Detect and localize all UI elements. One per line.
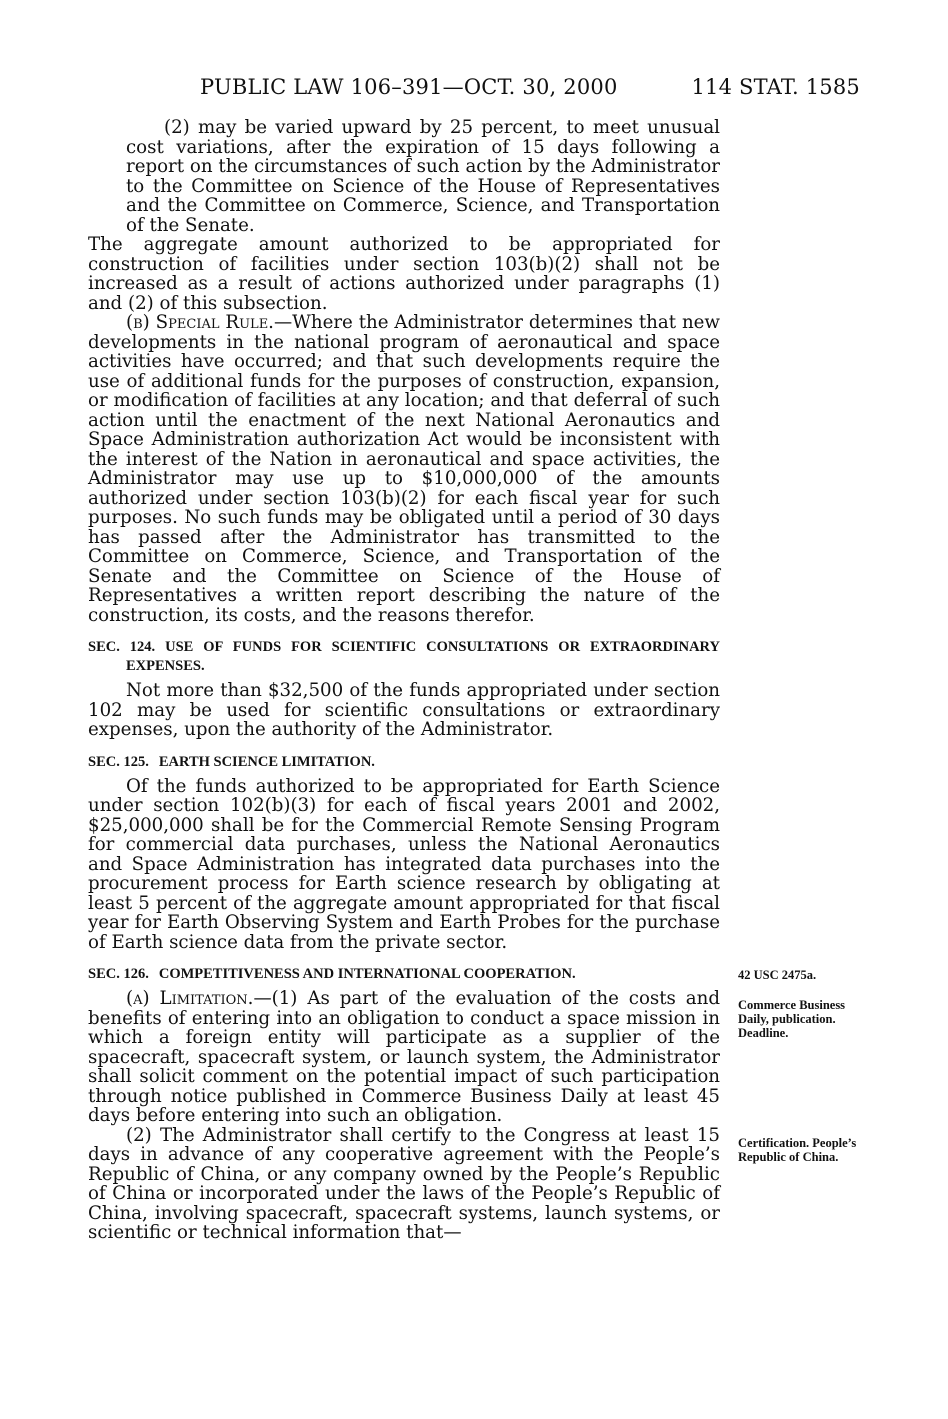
margin-note-certification: Certification. People’s Republic of China. xyxy=(738,1136,857,1164)
section-125-title: EARTH SCIENCE LIMITATION. xyxy=(158,753,375,770)
special-rule-paragraph xyxy=(88,313,720,625)
section-125-text: Of the funds authorized to be appropriated for Earth Science under section 102(b)(3) for each of fiscal years 2001 and 2002, $25,000,000 shall be for the Commercial Remote Sensing Program for commercial data purchases, unless the National Aeronautics and Space Administration has integrated data purchases into the procurement process for Earth science research by obligating at least 5 percent of the aggregate amount appropriated for that fiscal year for Earth Observing System and Earth Probes for the purchase of Earth science data from the private sector. xyxy=(88,775,720,953)
section-126-limitation-paragraph xyxy=(88,989,720,1126)
section-125-heading xyxy=(88,753,720,772)
section-124-text: Not more than $32,500 of the funds appropriated under section 102 may be used for scientific consultations or extraordinary expenses, upon the authority of the Administrator. xyxy=(88,680,720,740)
section-124-number: SEC. 124. xyxy=(88,639,156,655)
section-126-number: SEC. 126. xyxy=(88,966,149,982)
header-stat-page: 114 STAT. 1585 xyxy=(691,75,860,99)
section-124-heading xyxy=(88,638,720,676)
aggregate-amount-paragraph: The aggregate amount authorized to be appropriated for construction of facilities under section 103(b)(2) shall not be increased as a result of actions authorized under paragraphs (1) and (2) of this subsection. xyxy=(88,234,720,314)
page-header xyxy=(200,75,860,105)
section-126-paragraph-2: (2) The Administrator shall certify to the Congress at least 15 days in advance of any cooperative agreement with the People’s Republic of China, or any company owned by the People’s Republic of China or incorporated under the laws of the People’s Republic of China, involving spacecraft, spacecraft systems, launch systems, or scientific or technical information that— xyxy=(88,1124,720,1243)
section-126-heading xyxy=(88,965,720,984)
section-125-number: SEC. 125. xyxy=(88,753,149,770)
document-body xyxy=(88,118,720,1243)
limitation-label: (a) Limitation. xyxy=(126,988,254,1009)
margin-note-commerce-business-daily: Commerce Business Daily, publication. Deadline. xyxy=(738,998,846,1040)
special-rule-text: —Where the Administrator determines that new developments in the national program of aeronautical and space activities have occurred; and that such developments require the use of additional funds for the purposes of construction, expansion, or modification of facilities at any location; and that deferral of such action until the enactment of the next National Aeronautics and Space Administration authorization Act would be inconsistent with the interest of the Nation in aeronautical and space activities, the Administrator may use up to $10,000,000 of the amounts authorized under section 103(b)(2) for each fiscal year for such purposes. No such funds may be obligated until a period of 30 days has passed after the Administrator has transmitted to the Committee on Commerce, Science, and Transportation of the Senate and the Committee on Science of the House of Representatives a written report describing the nature of the construction, its costs, and the reasons therefor. xyxy=(88,312,720,626)
section-124-title: USE OF FUNDS FOR SCIENTIFIC CONSULTATIONS OR EXTRAORDINARY EXPENSES. xyxy=(126,639,720,674)
header-title: PUBLIC LAW 106–391—OCT. 30, 2000 xyxy=(200,75,618,99)
section-126-title: COMPETITIVENESS AND INTERNATIONAL COOPERATION. xyxy=(158,966,576,982)
paragraph-2-cost-variations: (2) may be varied upward by 25 percent, to meet unusual cost variations, after the expiration of 15 days following a report on the circumstances of such action by the Administrator to the Committee on Science of the House of Representatives and the Committee on Commerce, Science, and Transportation of the Senate. xyxy=(126,117,720,236)
limitation-text: —(1) As part of the evaluation of the costs and benefits of entering into an obligation to conduct a space mission in which a foreign entity will participate as a supplier of the spacecraft, spacecraft system, or launch system, the Administrator shall solicit comment on the potential impact of such participation through notice published in Commerce Business Daily at least 45 days before entering into such an obligation. xyxy=(88,988,721,1126)
margin-note-usc: 42 USC 2475a. xyxy=(738,968,817,982)
special-rule-label: (b) Special Rule. xyxy=(126,312,274,333)
